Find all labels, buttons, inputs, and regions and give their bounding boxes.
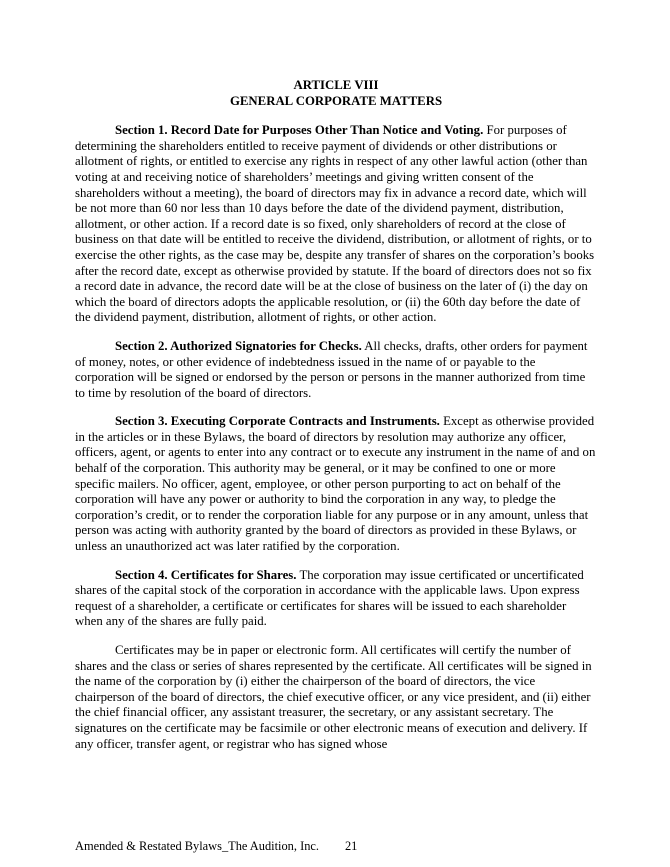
article-title-line2: GENERAL CORPORATE MATTERS xyxy=(229,93,443,108)
section-3-paragraph xyxy=(75,414,597,554)
article-title xyxy=(75,78,597,109)
section-2-heading: Section 2. Authorized Signatories for Checks. xyxy=(115,338,362,353)
section-4-body: The corporation may issue certificated or uncertificated shares of the capital stock of the corporation in accordance with the applicable laws. Upon express request of a shareholder, a certificate or certificates for shares will be issued to each shareholder when any of the shares are fully paid. xyxy=(75,567,584,629)
section-4-heading: Section 4. Certificates for Shares. xyxy=(115,567,297,582)
section-2-paragraph xyxy=(75,339,597,401)
section-4-paragraph xyxy=(75,568,597,630)
section-1-heading: Section 1. Record Date for Purposes Other Than Notice and Voting. xyxy=(115,123,484,138)
section-2-body: All checks, drafts, other orders for payment of money, notes, or other evidence of indebtedness issued in the name of or payable to the corporation will be signed or endorsed by the person or persons in the manner authorized from time to time by resolution of the board of directors. xyxy=(75,338,588,400)
continuation-paragraph: Certificates may be in paper or electronic form. All certificates will certify the number of shares and the class or series of shares represented by the certificate. All certificates will be signed in the name of the corporation by (i) either the chairperson of the board of directors, the vice chairperson of the board of directors, the chief executive officer, or any vice president, and (ii) either the chief financial officer, any assistant treasurer, the secretary, or any assistant secretary. The signatures on the certificate may be facsimile or other electronic means of execution and delivery. If any officer, transfer agent, or registrar who has signed whose xyxy=(75,643,592,751)
section-3-heading: Section 3. Executing Corporate Contracts and Instruments. xyxy=(115,414,440,429)
footer-document-title: Amended & Restated Bylaws_The Audition, Inc. xyxy=(75,839,319,853)
article-title-line1: ARTICLE VIII xyxy=(293,78,379,92)
section-1-paragraph xyxy=(75,123,597,326)
section-3-body: Except as otherwise provided in the articles or in these Bylaws, the board of directors by resolution may authorize any officer, officers, agent, or agents to enter into any contract or to execute any instrument in the name of and on behalf of the corporation. This authority may be general, or it may be confined to one or more specific mailers. No officer, agent, employee, or other person purporting to act on behalf of the corporation will have any power or authority to bind the corporation in any way, to pledge the corporation’s credit, or to render the corporation liable for any purpose or in any amount, unless that person was acting with authority granted by the board of directors as provided in these Bylaws, or unless an unauthorized act was later ratified by the corporation. xyxy=(75,414,596,554)
footer-page-number: 21 xyxy=(344,839,358,853)
section-1-body: For purposes of determining the shareholders entitled to receive payment of dividends or other distributions or allotment of rights, or entitled to exercise any rights in respect of any other lawful action (other than voting at and receiving notice of shareholders’ meetings and giving written consent of the shareholders without a meeting), the board of directors may fix in advance a record date, which will be not more than 60 nor less than 10 days before the date of the dividend payment, distribution, allotment, or other action. If a record date is so fixed, only shareholders of record at the close of business on that date will be entitled to receive the dividend, distribution, or allotment of rights, or to exercise the other rights, as the case may be, despite any transfer of shares on the corporation’s books after the record date, except as otherwise provided by statute. If the board of directors does not so fix a record date in advance, the record date will be at the close of business on the later of (i) the day on which the board of directors adopts the applicable resolution, or (ii) the 60th day before the date of the dividend payment, distribution, allotment of rights, or other action. xyxy=(75,123,595,325)
page-footer xyxy=(75,839,597,854)
